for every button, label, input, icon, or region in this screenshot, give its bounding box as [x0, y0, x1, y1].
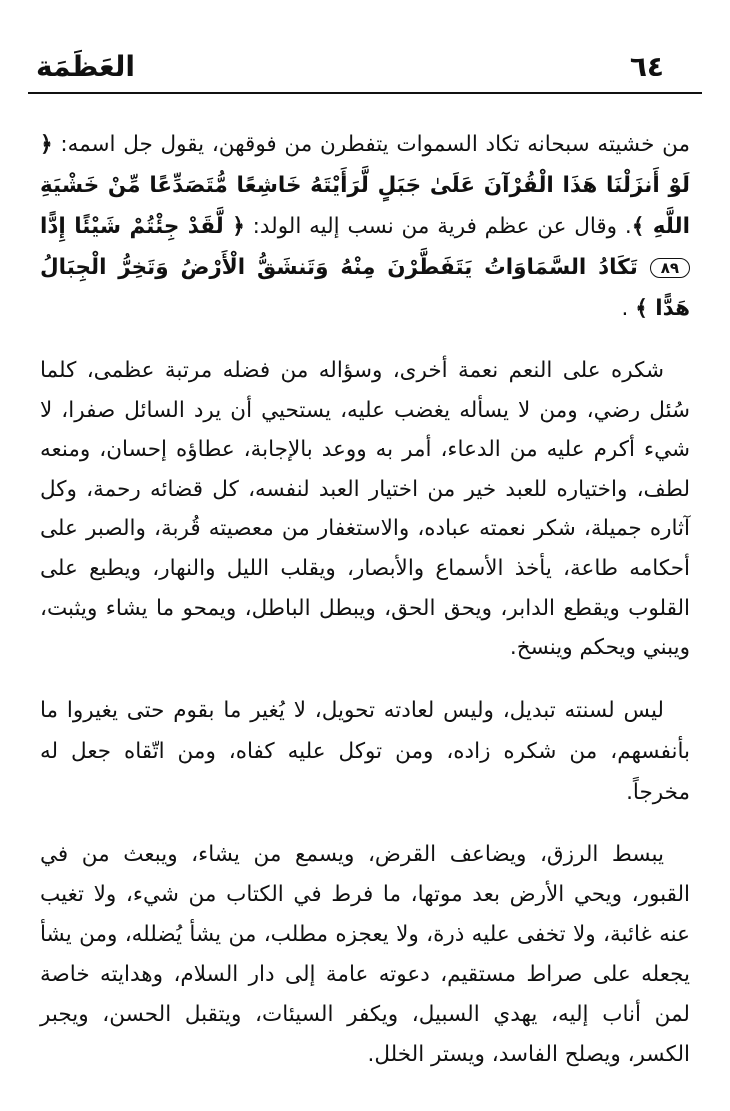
page-body [40, 124, 690, 1097]
paragraph-1-end: . [621, 296, 636, 321]
quran-verse-2-part-1: ﴿ لَّقَدْ جِئْتُمْ شَيْئًا إِدًّا [40, 214, 245, 239]
paragraph-1-intro: من خشيته سبحانه تكاد السموات يتفطرن من فوقهن، يقول جل اسمه: [52, 132, 690, 157]
verse-number-marker: ٨٩ [650, 258, 690, 278]
paragraph-2: شكره على النعم نعمة أخرى، وسؤاله من فضله مرتبة عظمى، كلما سُئل رضي، ومن لا يسأله يغضب عليه، يستحيي أن يرد السائل صفرا، لا شيء أكرم عليه من الدعاء، أمر به ووعد بالإجابة، عطاؤه إحسان، ومنعه لطف، واختياره للعبد خير من اختيار العبد لنفسه، كل قضائه رحمة، وكل آثاره جميلة، شكر نعمته عباده، والاستغفار من معصيته قُربة، والصبر على أحكامه طاعة، يأخذ الأسماع والأبصار، ويقلب الليل والنهار، ويطبع على القلوب ويقطع الدابر، ويحق الحق، ويبطل الباطل، ويمحو ما يشاء ويثبت، ويبني ويحكم وينسخ. [40, 358, 690, 661]
header-rule [28, 92, 702, 94]
paragraph-4: يبسط الرزق، ويضاعف القرض، ويسمع من يشاء، ويبعث من في القبور، ويحي الأرض بعد موتها، ما فرط في الكتاب من شيء، ولا تغيب عنه غائبة، ولا تخفى عليه ذرة، ولا يعجزه مطلب، من يشأ يُضلله، ومن يشأ يجعله على صراط مستقيم، دعوته عامة إلى دار السلام، وهدايته خاصة لمن أناب إليه، يهدي السبيل، ويكفر السيئات، ويتقبل الحسن، ويجبر الكسر، ويصلح الفاسد، ويستر الخلل. [40, 841, 690, 1067]
paragraph-3: ليس لسنته تبديل، وليس لعادته تحويل، لا يُغير ما بقوم حتى يغيروا ما بأنفسهم، من شكره زاده، ومن توكل عليه كفاه، ومن اتّقاه جعل له مخرجاً. [40, 697, 690, 805]
running-title: العَظَمَة [36, 50, 135, 83]
quran-verse-2-part-2: تَكَادُ السَّمَاوَاتُ يَتَفَطَّرْنَ مِنْهُ وَتَنشَقُّ الْأَرْضُ وَتَخِرُّ الْجِبَالُ هَدًّا ﴾ [40, 255, 690, 321]
page-number: ٦٤ [629, 50, 664, 83]
paragraph-1-mid: . وقال عن عظم فرية من نسب إليه الولد: [244, 214, 632, 239]
paragraph-1 [40, 124, 690, 329]
page-header [28, 40, 702, 100]
quran-verse-1: ﴿ لَوْ أَنزَلْنَا هَذَا الْقُرْآنَ عَلَىٰ جَبَلٍ لَّرَأَيْتَهُ خَاشِعًا مُّتَصَدِّعًا مِّنْ خَشْيَةِ اللَّهِ ﴾ [40, 132, 690, 239]
